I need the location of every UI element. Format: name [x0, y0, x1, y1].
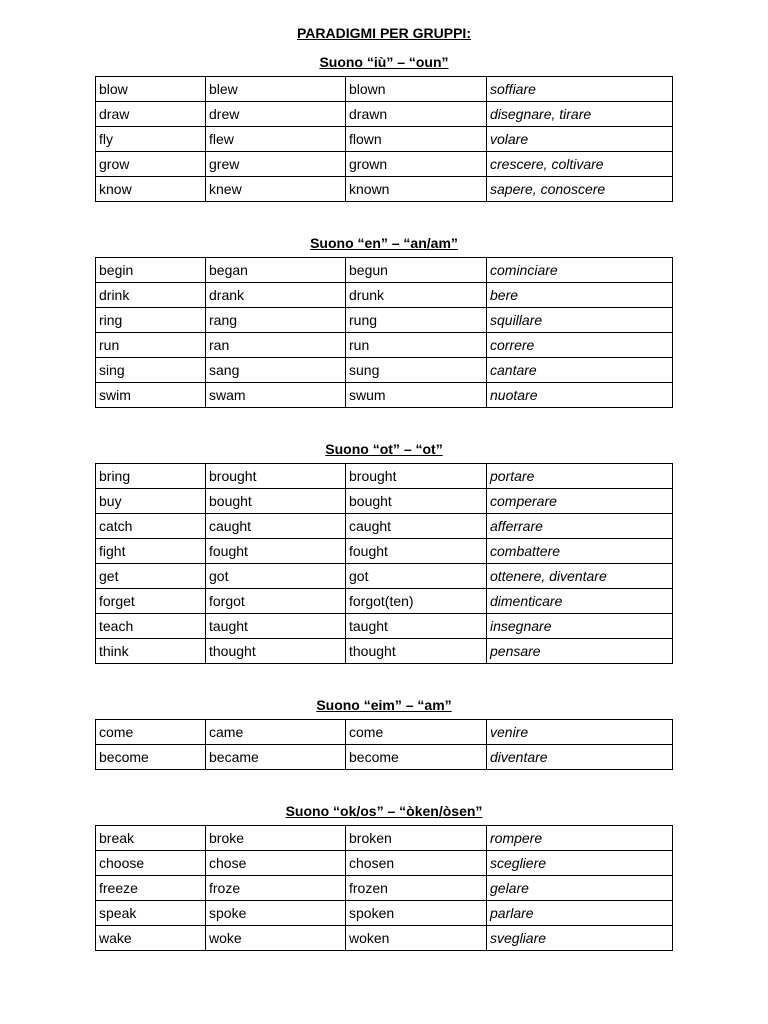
section-heading: Suono “ok/os” – “òken/òsen”: [285, 803, 483, 819]
verb-past-participle-cell: spoken: [346, 901, 487, 926]
verb-past-participle-cell: come: [346, 720, 487, 745]
verb-base-form-cell: sing: [96, 358, 206, 383]
verb-past-simple-cell: froze: [206, 876, 346, 901]
verb-translation-cell: combattere: [487, 539, 673, 564]
verb-row: [96, 539, 673, 564]
verb-past-participle-cell: forgot(ten): [346, 589, 487, 614]
verb-past-simple-cell: drew: [206, 102, 346, 127]
verb-past-simple-cell: rang: [206, 308, 346, 333]
verb-row: [96, 102, 673, 127]
verb-base-form-cell: forget: [96, 589, 206, 614]
verb-row: [96, 589, 673, 614]
verb-past-participle-cell: got: [346, 564, 487, 589]
verb-row: [96, 926, 673, 951]
section-ok-os-oken-osen: [95, 803, 673, 951]
verb-translation-cell: cantare: [487, 358, 673, 383]
verb-translation-cell: comperare: [487, 489, 673, 514]
verb-past-simple-cell: came: [206, 720, 346, 745]
verb-translation-cell: correre: [487, 333, 673, 358]
verb-past-simple-cell: drank: [206, 283, 346, 308]
verb-translation-cell: svegliare: [487, 926, 673, 951]
verb-base-form-cell: begin: [96, 258, 206, 283]
verb-row: [96, 614, 673, 639]
verb-past-participle-cell: become: [346, 745, 487, 770]
verb-past-simple-cell: began: [206, 258, 346, 283]
verb-base-form-cell: draw: [96, 102, 206, 127]
section-en-an-am: [95, 235, 673, 408]
verb-past-simple-cell: taught: [206, 614, 346, 639]
verb-past-participle-cell: chosen: [346, 851, 487, 876]
section-heading: Suono “iù” – “oun”: [319, 54, 449, 70]
verb-translation-cell: crescere, coltivare: [487, 152, 673, 177]
verb-past-simple-cell: woke: [206, 926, 346, 951]
verb-past-simple-cell: flew: [206, 127, 346, 152]
verb-translation-cell: soffiare: [487, 77, 673, 102]
verb-past-participle-cell: woken: [346, 926, 487, 951]
verb-past-participle-cell: broken: [346, 826, 487, 851]
verb-row: [96, 258, 673, 283]
verb-row: [96, 333, 673, 358]
verb-table: [95, 825, 673, 951]
verb-base-form-cell: get: [96, 564, 206, 589]
verb-past-participle-cell: caught: [346, 514, 487, 539]
verb-base-form-cell: become: [96, 745, 206, 770]
verb-row: [96, 851, 673, 876]
verb-base-form-cell: speak: [96, 901, 206, 926]
section-heading: Suono “ot” – “ot”: [325, 441, 443, 457]
verb-past-simple-cell: chose: [206, 851, 346, 876]
verb-base-form-cell: know: [96, 177, 206, 202]
verb-row: [96, 283, 673, 308]
verb-translation-cell: gelare: [487, 876, 673, 901]
verb-base-form-cell: swim: [96, 383, 206, 408]
verb-translation-cell: ottenere, diventare: [487, 564, 673, 589]
verb-translation-cell: rompere: [487, 826, 673, 851]
verb-past-participle-cell: drawn: [346, 102, 487, 127]
verb-row: [96, 383, 673, 408]
verb-table: [95, 719, 673, 770]
verb-base-form-cell: drink: [96, 283, 206, 308]
verb-past-simple-cell: swam: [206, 383, 346, 408]
verb-past-participle-cell: sung: [346, 358, 487, 383]
verb-table: [95, 463, 673, 664]
verb-translation-cell: portare: [487, 464, 673, 489]
verb-row: [96, 720, 673, 745]
verb-past-participle-cell: grown: [346, 152, 487, 177]
page-title: PARADIGMI PER GRUPPI:: [297, 25, 471, 41]
verb-row: [96, 564, 673, 589]
verb-past-participle-cell: bought: [346, 489, 487, 514]
verb-row: [96, 826, 673, 851]
verb-translation-cell: insegnare: [487, 614, 673, 639]
verb-row: [96, 152, 673, 177]
verb-translation-cell: scegliere: [487, 851, 673, 876]
verb-past-simple-cell: caught: [206, 514, 346, 539]
verb-past-participle-cell: drunk: [346, 283, 487, 308]
verb-past-simple-cell: sang: [206, 358, 346, 383]
verb-past-simple-cell: blew: [206, 77, 346, 102]
verb-base-form-cell: choose: [96, 851, 206, 876]
verb-translation-cell: disegnare, tirare: [487, 102, 673, 127]
verb-past-simple-cell: knew: [206, 177, 346, 202]
verb-base-form-cell: ring: [96, 308, 206, 333]
verb-translation-cell: volare: [487, 127, 673, 152]
verb-past-simple-cell: became: [206, 745, 346, 770]
verb-base-form-cell: fly: [96, 127, 206, 152]
verb-past-simple-cell: bought: [206, 489, 346, 514]
verb-past-participle-cell: begun: [346, 258, 487, 283]
section-eim-am: [95, 697, 673, 770]
section-heading: Suono “en” – “an/am”: [310, 235, 458, 251]
verb-row: [96, 77, 673, 102]
verb-base-form-cell: freeze: [96, 876, 206, 901]
verb-past-simple-cell: forgot: [206, 589, 346, 614]
verb-table: [95, 257, 673, 408]
verb-base-form-cell: grow: [96, 152, 206, 177]
verb-past-participle-cell: brought: [346, 464, 487, 489]
verb-row: [96, 901, 673, 926]
verb-past-participle-cell: run: [346, 333, 487, 358]
verb-translation-cell: dimenticare: [487, 589, 673, 614]
section-iu-oun: [95, 54, 673, 202]
verb-past-participle-cell: known: [346, 177, 487, 202]
verb-past-simple-cell: grew: [206, 152, 346, 177]
verb-past-participle-cell: taught: [346, 614, 487, 639]
verb-row: [96, 514, 673, 539]
verb-past-simple-cell: thought: [206, 639, 346, 664]
verb-translation-cell: sapere, conoscere: [487, 177, 673, 202]
verb-base-form-cell: fight: [96, 539, 206, 564]
verb-row: [96, 876, 673, 901]
verb-row: [96, 308, 673, 333]
section-ot-ot: [95, 441, 673, 664]
verb-row: [96, 177, 673, 202]
verb-translation-cell: pensare: [487, 639, 673, 664]
verb-translation-cell: cominciare: [487, 258, 673, 283]
verb-base-form-cell: break: [96, 826, 206, 851]
verb-translation-cell: squillare: [487, 308, 673, 333]
verb-row: [96, 127, 673, 152]
verb-base-form-cell: run: [96, 333, 206, 358]
verb-base-form-cell: bring: [96, 464, 206, 489]
verb-base-form-cell: wake: [96, 926, 206, 951]
verb-row: [96, 489, 673, 514]
verb-translation-cell: diventare: [487, 745, 673, 770]
verb-past-simple-cell: ran: [206, 333, 346, 358]
verb-translation-cell: nuotare: [487, 383, 673, 408]
verb-past-simple-cell: brought: [206, 464, 346, 489]
section-heading: Suono “eim” – “am”: [316, 697, 452, 713]
verb-past-participle-cell: rung: [346, 308, 487, 333]
verb-past-participle-cell: blown: [346, 77, 487, 102]
verb-row: [96, 639, 673, 664]
verb-translation-cell: bere: [487, 283, 673, 308]
verb-base-form-cell: blow: [96, 77, 206, 102]
verb-base-form-cell: think: [96, 639, 206, 664]
verb-translation-cell: afferrare: [487, 514, 673, 539]
verb-past-simple-cell: fought: [206, 539, 346, 564]
verb-table: [95, 76, 673, 202]
verb-past-simple-cell: broke: [206, 826, 346, 851]
verb-past-simple-cell: spoke: [206, 901, 346, 926]
verb-base-form-cell: catch: [96, 514, 206, 539]
verb-past-participle-cell: flown: [346, 127, 487, 152]
verb-base-form-cell: come: [96, 720, 206, 745]
verb-past-participle-cell: swum: [346, 383, 487, 408]
verb-past-participle-cell: fought: [346, 539, 487, 564]
verb-past-simple-cell: got: [206, 564, 346, 589]
verb-translation-cell: parlare: [487, 901, 673, 926]
verb-row: [96, 358, 673, 383]
verb-past-participle-cell: frozen: [346, 876, 487, 901]
verb-translation-cell: venire: [487, 720, 673, 745]
verb-base-form-cell: teach: [96, 614, 206, 639]
verb-past-participle-cell: thought: [346, 639, 487, 664]
verb-row: [96, 745, 673, 770]
verb-base-form-cell: buy: [96, 489, 206, 514]
verb-row: [96, 464, 673, 489]
